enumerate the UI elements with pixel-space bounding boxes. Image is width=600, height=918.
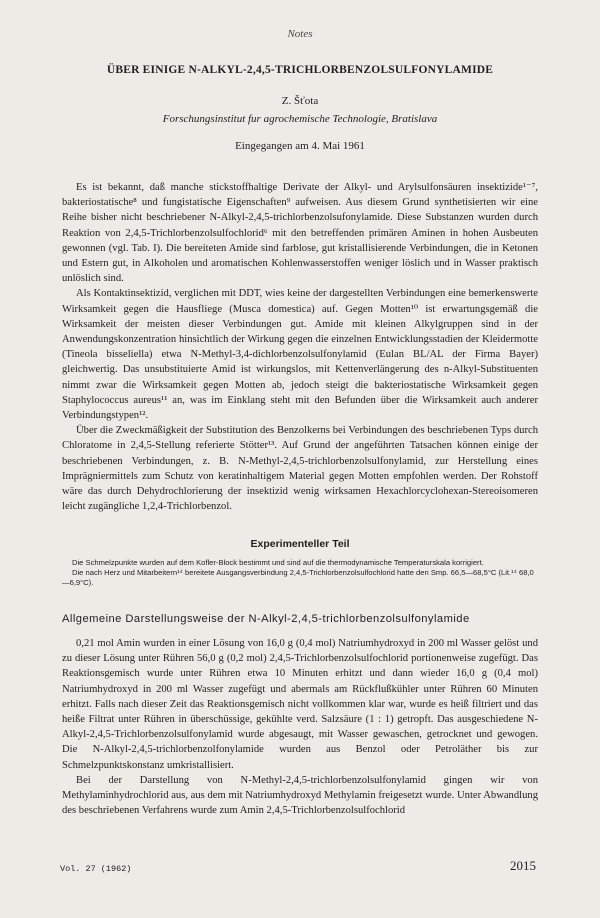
intro-paragraph: Es ist bekannt, daß manche stickstoffhaltige Derivate der Alkyl- und Arylsulfonsäuren insektizide¹⁻⁷, bakteriostatische⁸ und fungistatische Eigenschaften⁹ aufweisen. Aus diesem Grund synthetisierten wir eine Reihe bisher nicht beschriebener N-Alkyl-2,4,5-trichlorbenzolsufonylamide. Diese Substanzen wurden durch Reaktion von 2,4,5-Trichlorbenzolsulfochlorid⁶ mit den betreffenden primären Aminen in hohen Ausbeuten gewonnen (vgl. Tab. I). Die bereiteten Amide sind farblose, gut kristallisierende Verbindungen, die in Ketonen und Estern gut, in Alkoholen und aromatischen Kohlenwasserstoffen weniger löslich und in Wasser praktisch unlöslich sind. xyxy=(62,182,538,285)
method-paragraph: Bei der Darstellung von N-Methyl-2,4,5-trichlorbenzolsulfonylamid gingen wir von Methylaminhydrochlorid aus, aus dem mit Natriumhydroxyd Methylamin freigesetzt wurde. Unter Abwandlung des beschriebenen Verfahrens wurde zum Amin 2,4,5-Trichlorbenzolsulfochlorid xyxy=(62,774,538,817)
article-title: ÜBER EINIGE N-ALKYL-2,4,5-TRICHLORBENZOLSULFONYLAMIDE xyxy=(106,64,494,76)
method-heading: Allgemeine Darstellungsweise der N-Alkyl-2,4,5-trichlorbenzolsulfonylamide xyxy=(62,613,470,625)
affiliation: Forschungsinstitut fur agrochemische Technologie, Bratislava xyxy=(162,113,438,125)
experimental-notes xyxy=(62,558,538,588)
received-date: Eingegangen am 4. Mai 1961 xyxy=(235,140,365,152)
note-paragraph: Die Schmelzpunkte wurden auf dem Kofler-Block bestimmt und sind auf die thermodynamische Temperaturskala korrigiert. xyxy=(72,558,484,567)
page-number: 2015 xyxy=(510,858,536,873)
running-head: Notes xyxy=(287,28,313,40)
intro-paragraph: Über die Zweckmäßigkeit der Substitution des Benzolkerns bei Verbindungen des beschriebenen Typs durch Chloratome in 2,4,5-Stellung referierte Stötter¹³. Auf Grund der angeführten Tatsachen können einige der beschriebenen Verbindungen, z. B. N-Methyl-2,4,5-trichlorbenzolsulfonylamid, zur Herstellung eines Imprägniermittels zum Schutz von keratinhaltigem Material gegen Motten empfohlen werden. Der Rohstoff wäre das durch Dehydrochlorierung der insektizid wenig wirksamen Hexachlorcyclohexan-Stereoisomeren leicht zugängliche 1,2,4-Trichlorbenzol. xyxy=(62,425,538,513)
intro-text xyxy=(62,180,538,514)
method-paragraph: 0,21 mol Amin wurden in einer Lösung von 16,0 g (0,4 mol) Natriumhydroxyd in 200 ml Wasser gelöst und zu dieser Lösung unter Rühren 56,0 g (0,2 mol) 2,4,5-Trichlorbenzolsulfochlorid portionenweise zugefügt. Das Reaktionsgemisch wurde unter Rühren etwa 10 Minuten erhitzt und dann wieder 16,0 g (0,4 mol) Natriumhydroxyd in 200 ml Wasser zugefügt und abermals am Rückflußkühler unter Rühren 60 Minuten erhitzt. Falls nach dieser Zeit das Reaktionsgemisch nicht vollkommen klar war, wurde es heiß filtriert und das heiße Filtrat unter Rühren in überschüssige, gekühlte verd. Salzsäure (1 : 1) getropft. Das ausgeschiedene N-Alkyl-2,4,5-Trichlorbenzolsulfonylamid wurde abgesaugt, mit Wasser gewaschen, getrocknet und gewogen. Die N-Alkyl-2,4,5-trichlorbenzolfonylamide wurden aus Benzol oder Petroläther bis zur Schmelzpunktskonstanz umkristallisiert. xyxy=(62,638,538,771)
section-heading: Experimenteller Teil xyxy=(250,538,350,550)
intro-paragraph: Als Kontaktinsektizid, verglichen mit DDT, wies keine der dargestellten Verbindungen eine bemerkenswerte Wirksamkeit gegen die Hausfliege (Musca domestica) auf. Gegen Motten¹⁰ ist erwartungsgemäß die Wirksamkeit der meisten dieser Verbindungen gut. Amide mit kleinen Alkylgruppen sind in der Anwendungskonzentration hinsichtlich der Wirkung gegen die einzelnen Entwicklungsstadien der Kleidermotte (Tineola bisseliella) etwa N-Methyl-3,4-dichlorbenzolsulfonylamid (Eulan BL/AL der Firma Bayer) gleichwertig. Das unsubstituierte Amid ist wirkungslos, mit Kettenverlängerung des n-Alkyl-Substituenten nimmt zwar die Wirksamkeit gegen Motten ab, jedoch steigt die bakteriostatische Wirksamkeit gegen Staphylococcus aureus¹¹ an, was im Einklang steht mit den Befunden über die Wirksamkeit auch anderer Verbindungstypen¹². xyxy=(62,288,538,422)
author: Z. Šťota xyxy=(281,95,319,107)
note-paragraph: Die nach Herz und Mitarbeitern¹⁴ bereitete Ausgangsverbindung 2,4,5-Trichlorbenzolsulfochlorid hatte den Smp. 66,5—68,5°C (Lit.¹⁴ 68,0—6,9°C). xyxy=(62,568,534,587)
volume-info: Vol. 27 (1962) xyxy=(60,864,132,874)
method-text xyxy=(62,636,538,818)
